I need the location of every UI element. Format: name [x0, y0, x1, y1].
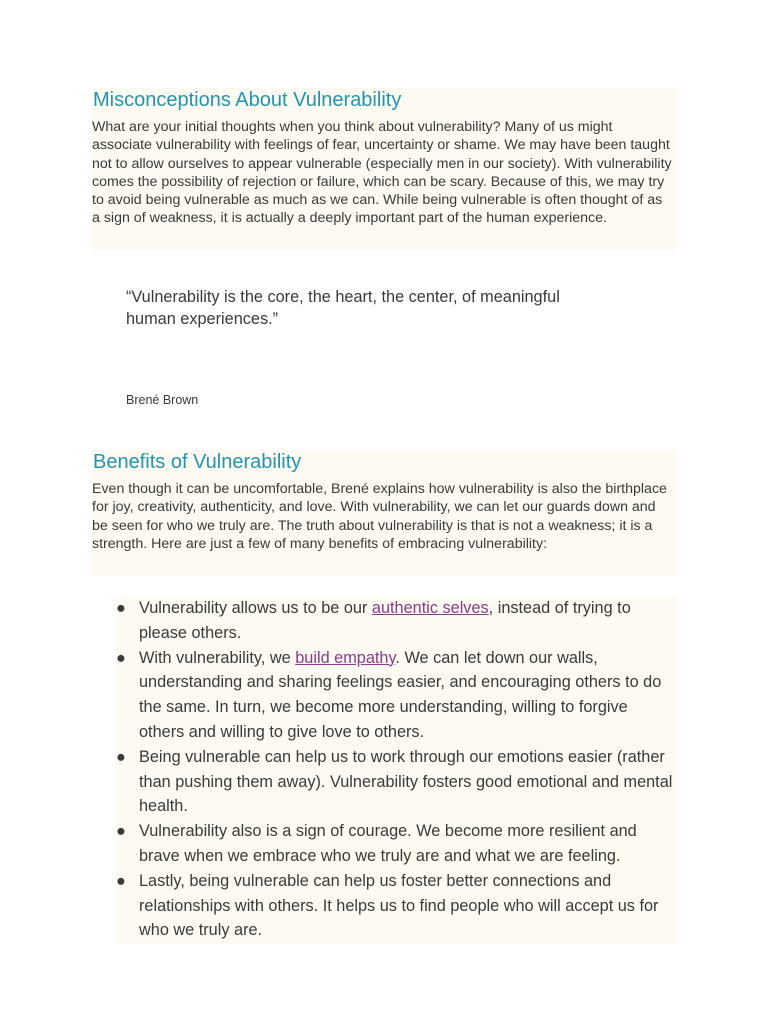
bullet-icon: ● [116, 747, 126, 766]
benefits-paragraph: Even though it can be uncomfortable, Brené explains how vulnerability is also the birthplace for joy, creativity, authenticity, and love. With vulnerability, we can let our guards down and be seen for who we truly are. The truth about vulnerability is that is not a weakness; it is a strength. Here are just a few of many benefits of embracing vulnerability: [92, 481, 667, 552]
benefits-section [92, 450, 676, 576]
bullet-icon: ● [116, 599, 126, 617]
list-item-text: Vulnerability also is a sign of courage. We become more resilient and brave when we embrace who we truly are and what we are feeling. [139, 822, 637, 865]
benefits-list-container [116, 596, 676, 944]
bullet-icon: ● [116, 648, 126, 667]
bullet-icon: ● [116, 822, 126, 841]
build-empathy-link[interactable]: build empathy [295, 648, 396, 667]
list-item [116, 819, 676, 869]
misconceptions-paragraph: What are your initial thoughts when you think about vulnerability? Many of us might associate vulnerability with feelings of fear, uncertainty or shame. We may have been taught not to allow ourselves to appear vulnerable (especially men in our society). With vulnerability comes the possibility of rejection or failure, which can be scary. Because of this, we may try to avoid being vulnerable as much as we can. While being vulnerable is often thought of as a sign of weakness, it is actually a deeply important part of the human experience. [92, 119, 672, 227]
authentic-selves-link[interactable]: authentic selves [371, 599, 489, 617]
list-item-text: With vulnerability, we [139, 648, 296, 667]
benefits-list [116, 596, 676, 943]
quote-author: Brené Brown [126, 393, 199, 407]
list-item-text: , instead of trying to please others. [139, 599, 631, 642]
list-item [116, 745, 676, 819]
benefits-heading: Benefits of Vulnerability [93, 451, 302, 473]
list-item [116, 869, 676, 943]
list-item-text: . We can let down our walls, understanding and sharing feelings easier, and encouraging others to do the same. In turn, we become more understanding, willing to forgive others and willing to give love to others. [139, 648, 662, 741]
bullet-icon: ● [116, 871, 126, 890]
list-item [116, 596, 676, 646]
list-item [116, 646, 676, 745]
list-item-text: Being vulnerable can help us to work through our emotions easier (rather than pushing them away). Vulnerability fosters good emotional and mental health. [139, 747, 673, 816]
misconceptions-section [92, 88, 676, 250]
list-item-text: Lastly, being vulnerable can help us foster better connections and relationships with others. It helps us to find people who will accept us for who we truly are. [139, 871, 659, 940]
misconceptions-heading: Misconceptions About Vulnerability [93, 89, 402, 111]
quote-text: “Vulnerability is the core, the heart, the center, of meaningful human experiences.” [126, 288, 560, 328]
list-item-text: Vulnerability allows us to be our [139, 599, 372, 617]
